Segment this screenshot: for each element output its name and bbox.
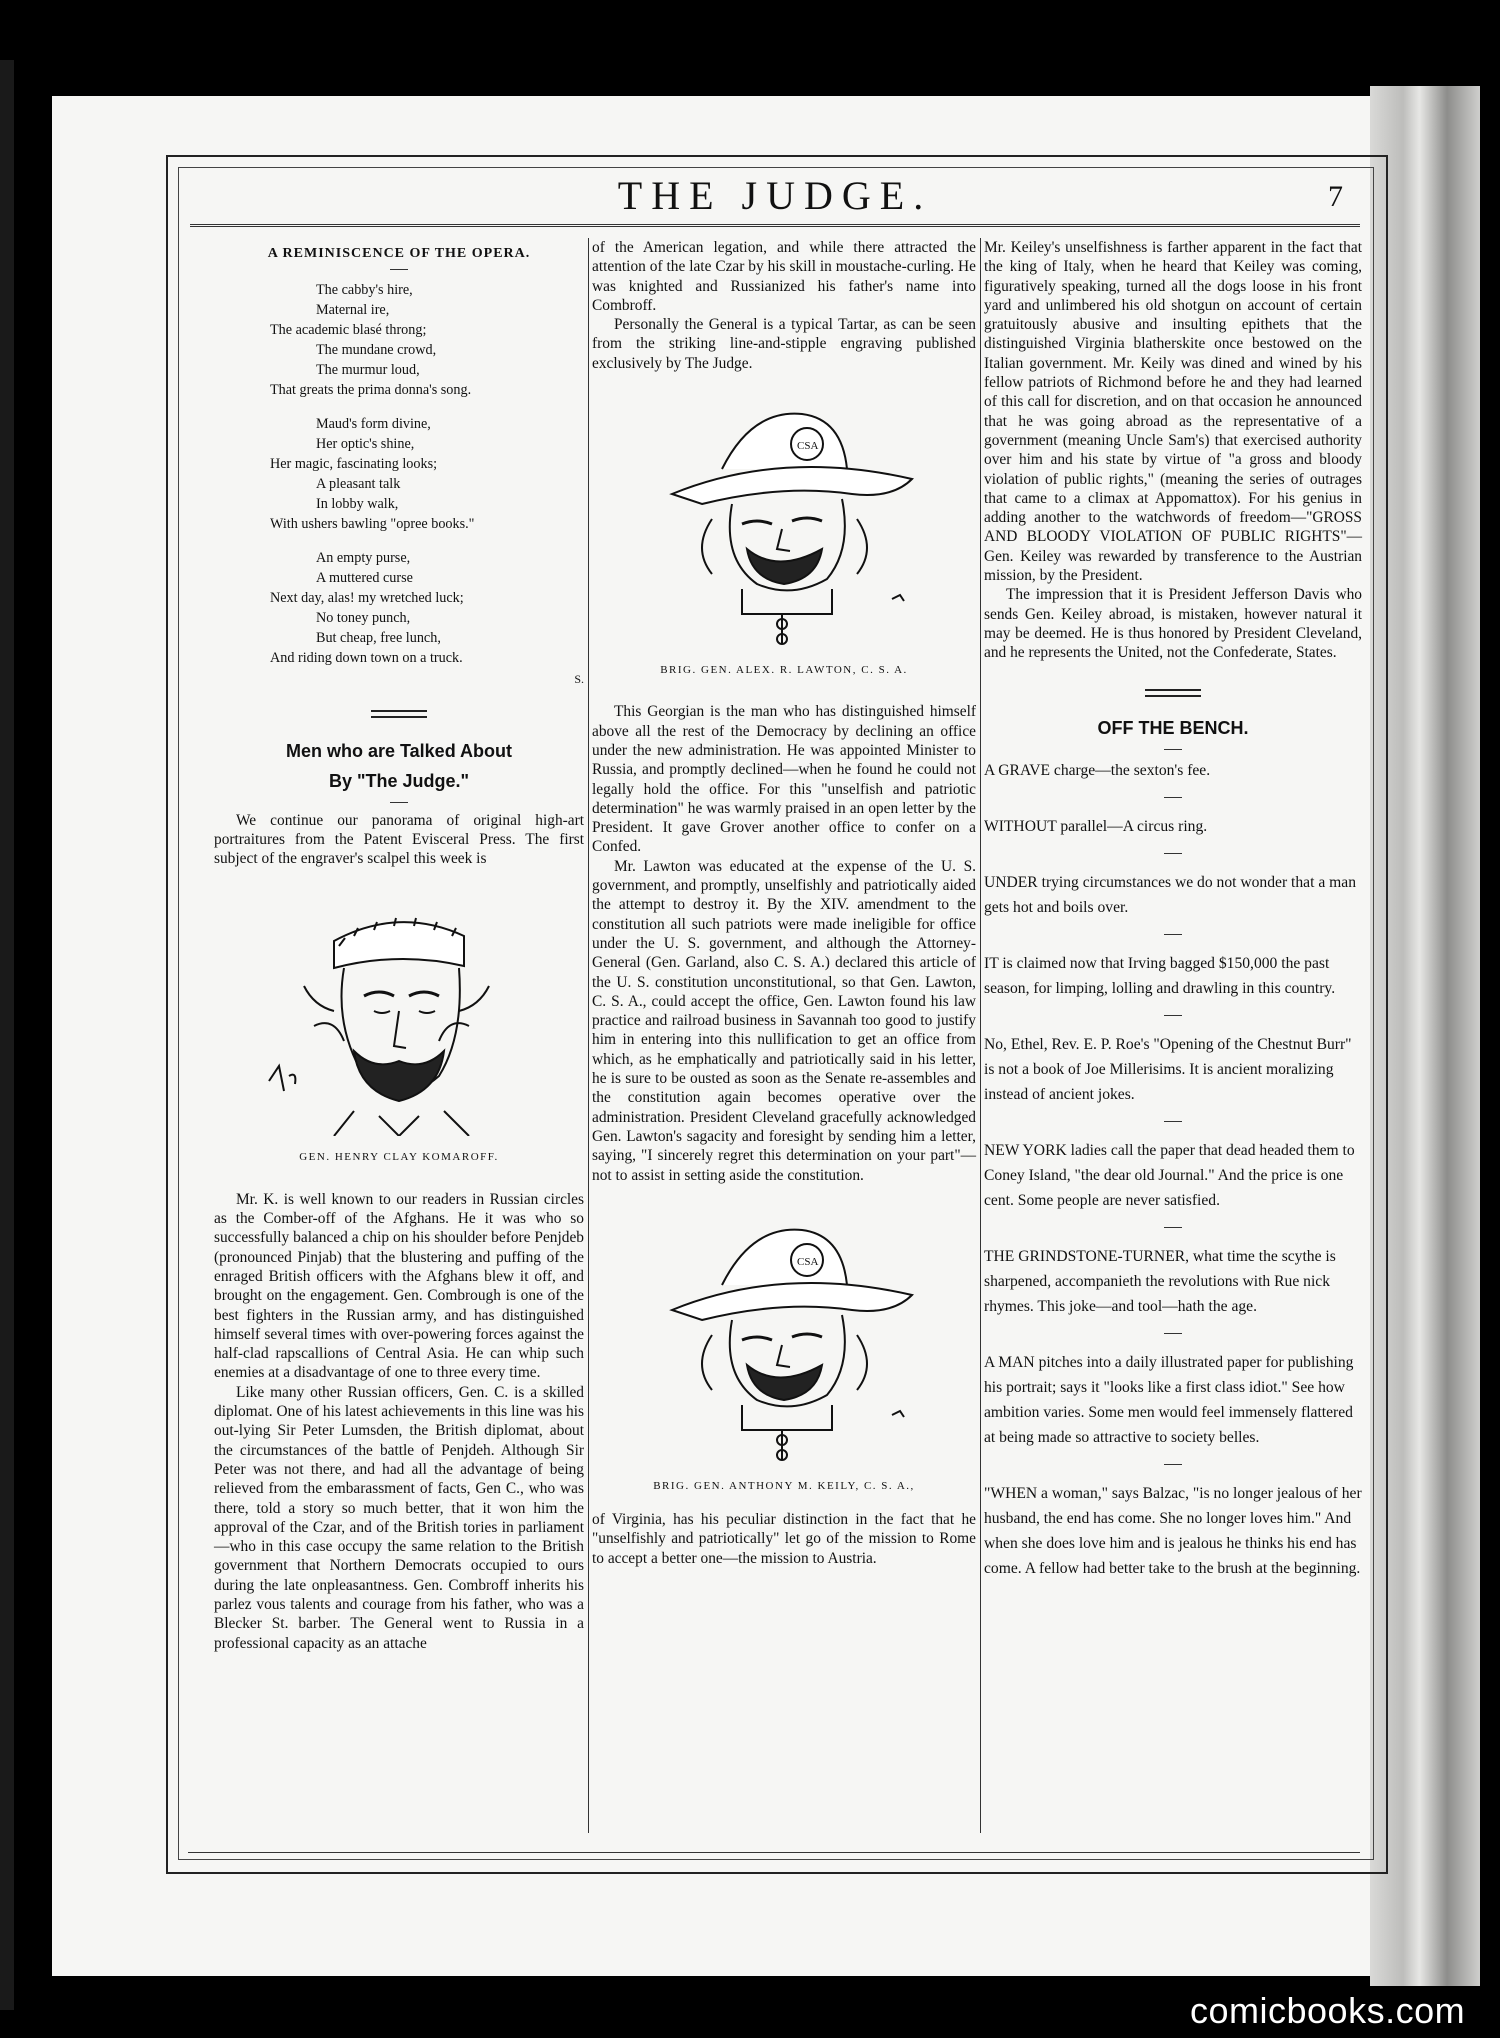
joke-item: THE GRINDSTONE-TURNER, what time the scythe is sharpened, accompanieth the revolutions with Rue nick rhymes. This joke—and tool—hath the age.: [984, 1247, 1336, 1315]
page-number: 7: [1328, 180, 1343, 213]
poem-line: Maternal ire,: [316, 302, 390, 319]
poem-signature: S.: [574, 672, 584, 687]
column-rule-2: [980, 238, 981, 1833]
article-paragraph: Mr. Lawton was educated at the expense of the U. S. government, and promptly, unselfishly and patriotically aided the attempt to destroy it. By the XIV. amendment to the constitution all such patriots were made ineligible for office under the U. S. government, and although the Attorney-General (Gen. Garland, also C. S. A.) declared this article of the U. S. constitution unconstitutional, so that Gen. Lawton, C. S. A., could accept the office, Gen. Lawton found his law practice and railroad business in Savannah too good to justify him in entering into this nullification to get an office from which, as he emphatically and patriotically said in his letter, he is sure to be ousted as soon as the Senate re-assembles and the constitution again becomes operative over the administration. President Cleveland gracefully acknowledged Gen. Lawton's sagacity and foresight by sending him a letter, saying, "I sincerely regret this determination on your part"—not to assist in setting aside the constitution.: [592, 857, 976, 1184]
divider: [1164, 853, 1182, 854]
portrait-caption: BRIG. GEN. ANTHONY M. KEILY, C. S. A.,: [653, 1479, 915, 1492]
komaroff-portrait-illustration: [214, 886, 584, 1136]
article-paragraph: Personally the General is a typical Tartar, as can be seen from the striking line-and-stipple engraving published exclusively by The Judge.: [592, 316, 976, 372]
column-3: [984, 238, 1362, 1581]
portrait-caption: BRIG. GEN. ALEX. R. LAWTON, C. S. A.: [660, 664, 908, 677]
joke-item: A MAN pitches into a daily illustrated paper for publishing his portrait; says it "looks like a first class idiot." See how ambition varies. Some men would feel immensely flattered at being made so attractive to society belles.: [984, 1353, 1354, 1446]
poem-line: The cabby's hire,: [316, 282, 413, 299]
poem-line: Next day, alas! my wretched luck;: [270, 590, 464, 607]
joke-item: A GRAVE charge—the sexton's fee.: [984, 761, 1211, 779]
poem-title: A REMINISCENCE OF THE OPERA.: [267, 246, 531, 261]
divider: [1164, 1227, 1182, 1228]
portrait-caption: GEN. HENRY CLAY KOMAROFF.: [299, 1151, 499, 1164]
article-title: Men who are Talked About: [285, 740, 513, 761]
column-1: [214, 238, 584, 1653]
column-2: [592, 238, 976, 1568]
joke-item: UNDER trying circumstances we do not wonder that a man gets hot and boils over.: [984, 873, 1356, 916]
poem-line: No toney punch,: [316, 610, 411, 627]
joke-item: No, Ethel, Rev. E. P. Roe's "Opening of the Chestnut Burr" is not a book of Joe Millerisims. It is ancient moralizing instead of ancient jokes.: [984, 1035, 1352, 1103]
article-paragraph: The impression that it is President Jefferson Davis who sends Gen. Keiley abroad, is mistaken, however natural it may be deemed. He is thus honored by President Cleveland, and he represents the United, not the Confederate, States.: [984, 586, 1362, 662]
joke-item: WITHOUT parallel—A circus ring.: [984, 817, 1208, 835]
previous-page-edge: [0, 60, 14, 2010]
poem: [214, 280, 584, 668]
watermark-text: comicbooks.com: [1190, 1990, 1466, 2031]
poem-line: The murmur loud,: [316, 362, 420, 379]
poem-line: The academic blasé throng;: [270, 322, 427, 339]
svg-text:CSA: CSA: [797, 440, 819, 453]
article-subtitle: By "The Judge.": [328, 770, 470, 791]
off-the-bench-items: [984, 758, 1362, 1581]
bottom-rule: [188, 1852, 1360, 1853]
poem-line: The mundane crowd,: [316, 342, 437, 359]
masthead-title: THE JUDGE.: [617, 173, 933, 218]
poem-line: In lobby walk,: [316, 496, 399, 513]
poem-line: That greats the prima donna's song.: [270, 382, 472, 399]
poem-line: But cheap, free lunch,: [316, 630, 441, 647]
divider: [1164, 1015, 1182, 1016]
article-intro: We continue our panorama of original high-art portraitures from the Patent Evisceral Press. The first subject of the engraver's scalpel this week is: [214, 811, 584, 868]
joke-item: NEW YORK ladies call the paper that dead headed them to Coney Island, "the dear old Journal." And the price is one cent. Some people are never satisfied.: [984, 1141, 1355, 1209]
svg-text:CSA: CSA: [797, 1255, 819, 1268]
poem-line: A pleasant talk: [316, 476, 401, 493]
article-paragraph: of the American legation, and while there attracted the attention of the late Czar by his skill in moustache-curling. He was knighted and Russianized his father's name into Combroff.: [592, 239, 976, 314]
article-paragraph: Mr. Keiley's unselfishness is farther apparent in the fact that the king of Italy, when he heard that Keiley was coming, figuratively speaking, turned all the dogs loose in his front yard and unlimbered his old shotgun on account of certain gratuitously abusive and insulting epithets that the distinguished Virginia blatherskite once bestowed on the Italian government. Mr. Keily was dined and wined by his fellow patriots of Richmond before he and they had learned of this call for discretion, and on that occasion he announced that he was going abroad as the representative of a government (meaning Uncle Sam's) that exercised authority over him and his state by virtue of "a gross and bloody violation of public rights," (meaning the series of outrages that came to a climax at Appomattox). For his genius in adding another to the watchwords of freedom—"GROSS AND BLOODY VIOLATION OF PUBLIC RIGHTS"—Gen. Keiley was rewarded by transference to the Austrian mission, by the President.: [984, 239, 1362, 585]
divider: [390, 269, 408, 270]
divider: [390, 802, 408, 803]
poem-line: An empty purse,: [316, 550, 411, 567]
joke-item: "WHEN a woman," says Balzac, "is no longer jealous of her husband, the end has come. She no longer loves him." And when she does love him and is jealous he thinks his end has come. A fellow had better take to the brush at the beginning.: [984, 1484, 1362, 1577]
article-paragraph: Mr. K. is well known to our readers in Russian circles as the Comber-off of the Afghans. He it was who so successfully balanced a chip on his shoulder before Penjdeb (pronounced Pinjab) that the blustering and puffing of the enraged British officers with the Afghans blew it off, and brought on the engagement. Gen. Combrough is one of the best fighters in the Russian army, and has distinguished himself several times with over-powering forces against the half-clad rapscallions of Central Asia. He can whip such enemies at a disadvantage of one to three every time.: [214, 1190, 584, 1382]
article-paragraph: Like many other Russian officers, Gen. C. is a skilled diplomat. One of his latest achievements in this line was his out-lying Sir Peter Lumsden, the British diplomat, about the circumstances of the battle of Penjdeh. Although Sir Peter was not there, and had all the advantage of being relieved from the embarassment of facts, Gen C., who was there, told a story so much better, that it won him the approval of the Czar, and of the British tories in parliament—who in this case occupy the same relation to the British government that Northern Democrats occupied to ours during the late onpleasantness. Gen. Combroff inherits his parlez vous talents and courage from his father, who was a Blecker St. barber. The General went to Russia in a professional capacity as an attache: [214, 1383, 584, 1652]
poem-line: Maud's form divine,: [316, 416, 431, 433]
column-rule-1: [588, 238, 589, 1833]
poem-line: Her optic's shine,: [316, 436, 415, 453]
keily-portrait-illustration: [592, 1215, 976, 1465]
poem-line: A muttered curse: [316, 570, 413, 587]
poem-line: With ushers bawling "opree books.": [270, 516, 475, 533]
article-paragraph: This Georgian is the man who has distinguished himself above all the rest of the Democracy by declining an office under the new administration. He was appointed Minister to Russia, and promptly declined—when he found he could not legally hold the office. For this "unselfish and patriotic determination" he was warmly praised in an open letter by the President. It gave Grover another office to confer on a Confed.: [592, 703, 976, 856]
joke-item: IT is claimed now that Irving bagged $150,000 the past season, for limping, lolling and drawling in this country.: [984, 954, 1336, 997]
section-title: OFF THE BENCH.: [1097, 717, 1249, 738]
divider: [1164, 934, 1182, 935]
section-separator: [371, 710, 427, 718]
poem-line: And riding down town on a truck.: [270, 650, 463, 667]
divider: [1164, 1333, 1182, 1334]
divider: [1164, 797, 1182, 798]
poem-line: Her magic, fascinating looks;: [270, 456, 438, 473]
article-paragraph: of Virginia, has his peculiar distinction in the fact that he "unselfishly and patriotically" let go of the mission to Rome to accept a better one—the mission to Austria.: [592, 1511, 976, 1567]
section-separator: [1145, 689, 1201, 697]
divider: [1164, 1121, 1182, 1122]
divider: [1164, 1464, 1182, 1465]
lawton-portrait-illustration: [592, 399, 976, 649]
masthead-rule: [190, 224, 1360, 227]
divider: [1164, 749, 1182, 750]
